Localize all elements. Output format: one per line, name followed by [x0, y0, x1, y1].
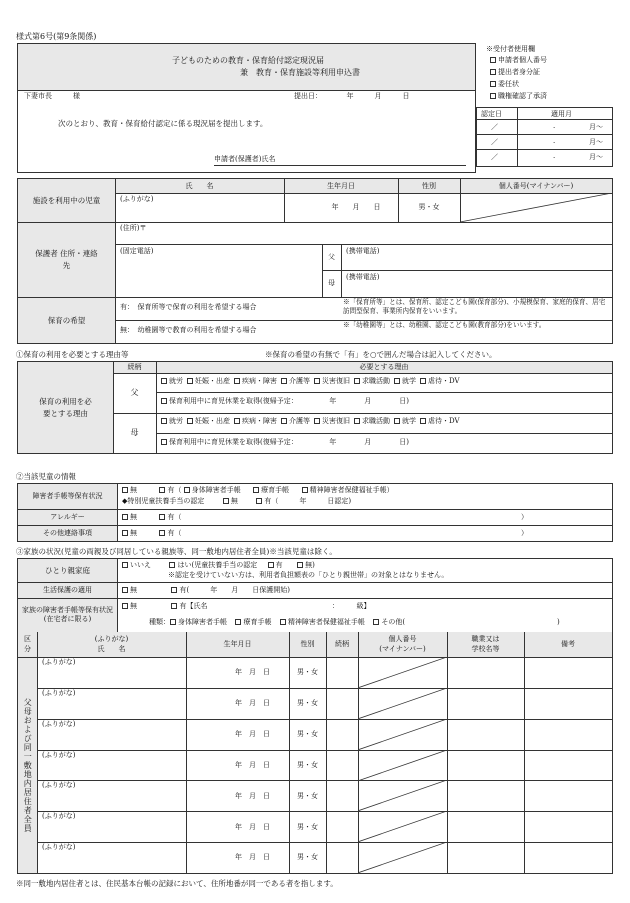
checkbox-icon[interactable] — [171, 587, 177, 593]
father-label: 父 — [130, 388, 139, 398]
special-allowance-row[interactable]: ◆特別児童扶養手当の認定 無 有（ 年 日認定) — [122, 497, 352, 505]
father-leave-option[interactable]: 保育利用中に育児休業を取得(復帰予定： 年 月 日) — [161, 397, 409, 405]
section1-label: 保育の利用を必要とする理由 — [39, 397, 92, 418]
approval-date-header: 認定日 — [481, 110, 502, 118]
family-mynumber-slash[interactable] — [358, 750, 447, 781]
family-job-field[interactable] — [447, 719, 524, 750]
form-number: 様式第6号(第9条関係) — [16, 32, 97, 41]
reason-option[interactable] — [187, 417, 230, 425]
guardian-landline-field[interactable]: (固定電話) — [120, 247, 154, 255]
mayor-address: 下妻市長 様 — [24, 92, 80, 100]
family-job-field[interactable] — [447, 688, 524, 719]
submit-date[interactable]: 提出日： 年 月 日 — [294, 92, 410, 100]
reason-label: 疾病・障害 — [242, 417, 277, 425]
reason-label: 妊娠・出産 — [195, 417, 230, 425]
section2-title: ②当該児童の情報 — [16, 472, 76, 481]
dot-mark: . — [553, 122, 556, 130]
checkbox-icon[interactable] — [122, 587, 128, 593]
family-birth-field[interactable]: 年 月 日 — [235, 822, 270, 831]
checkbox-icon[interactable] — [490, 69, 496, 75]
reason-label: 就労 — [169, 377, 183, 385]
sex-header: 性別 — [300, 640, 315, 649]
checkbox-icon[interactable] — [161, 418, 167, 424]
family-furigana-field[interactable]: (ふりがな) — [42, 719, 76, 728]
reason-option[interactable] — [234, 417, 277, 425]
reason-option[interactable] — [314, 417, 350, 425]
child-sex-field[interactable]: 男・女 — [418, 203, 440, 212]
checkbox-icon[interactable] — [161, 439, 167, 445]
reason-option[interactable] — [187, 377, 230, 385]
family-relation-field[interactable] — [326, 719, 358, 750]
reason-label: 疾病・障害 — [242, 377, 277, 385]
checkbox-icon[interactable] — [122, 514, 128, 520]
family-furigana-field[interactable]: (ふりがな) — [42, 750, 76, 759]
child-mynumber-header: 個人番号(マイナンバー) — [498, 181, 574, 190]
child-furigana-field[interactable]: (ふりがな) — [120, 195, 154, 203]
checkbox-icon[interactable] — [161, 378, 167, 384]
allergy-label: アレルギー — [50, 512, 85, 521]
single-parent-note: ※認定を受けていない方は、利用者負担額表の「ひとり親世帯」の対象とはなりません。 — [168, 571, 449, 579]
mynumber-header: 個人番号 (マイナンバー) — [379, 635, 426, 653]
checkbox-icon[interactable] — [420, 378, 426, 384]
family-relation-field[interactable] — [326, 780, 358, 811]
family-furigana-field[interactable]: (ふりがな) — [42, 812, 76, 821]
checkbox-icon[interactable] — [314, 418, 320, 424]
family-job-field[interactable] — [447, 750, 524, 781]
reason-label: 災害復旧 — [322, 377, 350, 385]
family-remarks-field[interactable] — [524, 842, 612, 873]
reason-option[interactable] — [354, 417, 390, 425]
reason-option[interactable] — [161, 417, 183, 425]
apply-month-header: 適用月 — [551, 110, 572, 118]
reason-label: 災害復旧 — [322, 417, 350, 425]
family-sex-field[interactable]: 男・女 — [297, 853, 318, 862]
month-label: 月～ — [589, 123, 603, 131]
footnote: ※同一敷地内居住者とは、住民基本台帳の記録において、住所地番が同一である者を指します。 — [16, 879, 338, 888]
checkbox-icon[interactable] — [373, 619, 379, 625]
reason-option[interactable] — [161, 377, 183, 385]
checkbox-icon[interactable] — [281, 418, 287, 424]
checkbox-icon[interactable] — [314, 378, 320, 384]
family-sex-field[interactable]: 男・女 — [297, 729, 318, 738]
family-birth-field[interactable]: 年 月 日 — [235, 729, 270, 738]
family-mynumber-slash[interactable] — [358, 811, 447, 842]
family-relation-field[interactable] — [326, 811, 358, 842]
child-sex-header: 性別 — [422, 181, 436, 190]
office-use-box — [476, 43, 613, 173]
family-birth-field[interactable]: 年 月 日 — [235, 699, 270, 708]
reason-option[interactable] — [420, 377, 460, 385]
allergy-options[interactable]: 無 有（ — [122, 513, 522, 521]
reason-option[interactable] — [314, 377, 350, 385]
reason-label: 介護等 — [289, 377, 310, 385]
checkbox-icon[interactable] — [223, 498, 229, 504]
family-sex-field[interactable]: 男・女 — [297, 760, 318, 769]
family-sex-field[interactable]: 男・女 — [297, 699, 318, 708]
family-job-field[interactable] — [447, 657, 524, 688]
family-disability-types[interactable]: 種類： 身体障害者手帳 療育手帳 精神障害者保健福祉手帳 その他( — [149, 618, 406, 626]
checkbox-icon[interactable] — [184, 487, 190, 493]
family-disability-close-paren: ) — [557, 618, 560, 626]
mother-reasons[interactable] — [161, 417, 464, 425]
dot-mark: . — [553, 137, 556, 145]
birth-header: 生年月日 — [223, 640, 252, 649]
family-relation-field[interactable] — [326, 657, 358, 688]
checkbox-icon[interactable] — [490, 57, 496, 63]
relation-header: 続柄 — [335, 640, 349, 649]
mynumber-slash[interactable] — [460, 193, 612, 222]
approval-table — [476, 107, 613, 167]
single-parent-options[interactable]: いいえ はい(児童扶養手当の認定 有 無) — [122, 561, 315, 569]
slash-mark: ／ — [491, 153, 498, 161]
checkbox-icon[interactable] — [187, 418, 193, 424]
office-item-4[interactable]: 職権確認了承済 — [490, 92, 547, 100]
family-remarks-field[interactable] — [524, 719, 612, 750]
family-remarks-field[interactable] — [524, 811, 612, 842]
reason-label: 就学 — [402, 417, 416, 425]
intro-text: 次のとおり、教育・保育給付認定に係る現況届を提出します。 — [58, 119, 268, 128]
month-label: 月～ — [589, 153, 603, 161]
family-sex-field[interactable]: 男・女 — [297, 668, 318, 677]
checkbox-icon[interactable] — [122, 487, 128, 493]
preference-yes-note: ※「保育所等」とは、保育所、認定こども園(保育部分)、小規模保育、家庭的保育、居宅訪問型保育、事業所内保育をいいます。 — [343, 298, 606, 315]
checkbox-icon[interactable] — [234, 378, 240, 384]
checkbox-icon[interactable] — [280, 619, 286, 625]
checkbox-icon[interactable] — [490, 93, 496, 99]
family-remarks-field[interactable] — [524, 780, 612, 811]
other-options[interactable]: 無 有（ — [122, 529, 522, 537]
checkbox-icon[interactable] — [122, 603, 128, 609]
checkbox-icon[interactable] — [281, 378, 287, 384]
reason-option[interactable] — [394, 377, 416, 385]
mother-leave-option[interactable]: 保育利用中に育児休業を取得(復帰予定： 年 月 日) — [161, 438, 409, 446]
checkbox-icon[interactable] — [253, 487, 259, 493]
preference-no-option[interactable]: 無： 幼稚園等で教育の利用を希望する場合 — [120, 326, 257, 334]
remarks-header: 備考 — [561, 640, 575, 649]
office-item-3[interactable]: 委任状 — [490, 80, 519, 88]
family-birth-field[interactable]: 年 月 日 — [235, 853, 270, 862]
family-side-label: 父母および同一敷地内居住者全員 — [23, 697, 33, 833]
family-remarks-field[interactable] — [524, 688, 612, 719]
section1-title: ①保育の利用を必要とする理由等 — [16, 350, 129, 359]
family-relation-field[interactable] — [326, 842, 358, 873]
family-mynumber-slash[interactable] — [358, 688, 447, 719]
other-label: その他連絡事項 — [43, 528, 92, 537]
checkbox-icon[interactable] — [235, 619, 241, 625]
name-header: (ふりがな) 氏 名 — [94, 635, 129, 653]
family-disability-options[interactable]: 無 有【氏名 — [122, 602, 207, 610]
family-mynumber-slash[interactable] — [358, 842, 447, 873]
mother-mobile-field[interactable]: (携帯電話) — [346, 273, 380, 281]
office-item-2[interactable]: 提出者身分証 — [490, 68, 540, 76]
job-header: 職業又は 学校名等 — [471, 635, 500, 653]
checkbox-icon[interactable] — [171, 603, 177, 609]
family-disability-label: 家族の障害者手帳等保有状況(在宅者に限る) — [22, 605, 113, 623]
section3-title: ③家族の状況(児童の両親及び同居している親族等、同一敷地内居住者全員)※当該児童は除く。 — [16, 547, 337, 556]
family-mynumber-slash[interactable] — [358, 719, 447, 750]
reason-label: 妊娠・出産 — [195, 377, 230, 385]
welfare-label: 生活保護の適用 — [43, 585, 92, 594]
family-birth-field[interactable]: 年 月 日 — [235, 668, 270, 677]
checkbox-icon[interactable] — [256, 498, 262, 504]
checkbox-icon[interactable] — [159, 530, 165, 536]
family-relation-field[interactable] — [326, 688, 358, 719]
checkbox-icon[interactable] — [170, 619, 176, 625]
reason-option[interactable] — [281, 377, 310, 385]
child-birth-header: 生年月日 — [327, 181, 355, 190]
child-birth-field[interactable]: 年 月 日 — [331, 203, 381, 212]
title-line1: 子どものための教育・保育給付認定現況届 — [172, 56, 324, 65]
family-disability-grade[interactable]: ： 級】 — [332, 602, 371, 610]
office-use-title: ※受付者使用欄 — [486, 45, 535, 53]
welfare-options[interactable]: 無 有( 年 月 日保護開始) — [122, 586, 290, 594]
reason-label: 介護等 — [289, 417, 310, 425]
reason-option[interactable] — [394, 417, 416, 425]
mother-label: 母 — [328, 279, 335, 288]
title-line2: 兼 教育・保育施設等利用申込書 — [240, 68, 360, 77]
main-table — [17, 178, 613, 344]
checkbox-icon[interactable] — [159, 487, 165, 493]
checkbox-icon[interactable] — [159, 514, 165, 520]
reason-option[interactable] — [281, 417, 310, 425]
title-band — [18, 44, 475, 90]
checkbox-icon[interactable] — [394, 418, 400, 424]
reason-option[interactable] — [234, 377, 277, 385]
family-furigana-field[interactable]: (ふりがな) — [42, 781, 76, 790]
month-label: 月～ — [589, 138, 603, 146]
family-birth-field[interactable]: 年 月 日 — [235, 760, 270, 769]
family-remarks-field[interactable] — [524, 750, 612, 781]
checkbox-icon[interactable] — [161, 398, 167, 404]
family-sex-field[interactable]: 男・女 — [297, 791, 318, 800]
reason-label: 就学 — [402, 377, 416, 385]
family-birth-field[interactable]: 年 月 日 — [235, 791, 270, 800]
section3-table — [17, 558, 613, 874]
family-remarks-field[interactable] — [524, 657, 612, 688]
applicant-name-line[interactable] — [214, 165, 466, 166]
checkbox-icon[interactable] — [354, 378, 360, 384]
reason-label: 虐待・DV — [428, 377, 460, 385]
slash-mark: ／ — [491, 123, 498, 131]
father-reasons[interactable] — [161, 377, 464, 385]
mother-label: 母 — [130, 428, 139, 438]
reason-label: 虐待・DV — [428, 417, 460, 425]
allergy-close-paren: ） — [521, 513, 528, 521]
disability-options[interactable]: 無 有（ 身体障害者手帳 療育手帳 精神障害者保健福祉手帳） — [122, 486, 394, 494]
checkbox-icon[interactable] — [234, 418, 240, 424]
guardian-address-field[interactable]: (住所)〒 — [120, 224, 147, 232]
father-label: 父 — [328, 252, 335, 261]
family-job-field[interactable] — [447, 811, 524, 842]
father-mobile-field[interactable]: (携帯電話) — [346, 247, 380, 255]
relation-header: 続柄 — [127, 363, 142, 372]
family-furigana-field[interactable]: (ふりがな) — [42, 658, 76, 666]
guardian-label: 保護者 住所・連絡先 — [35, 249, 98, 270]
checkbox-icon[interactable] — [122, 530, 128, 536]
section2-table — [17, 483, 613, 542]
family-sex-field[interactable]: 男・女 — [297, 822, 318, 831]
child-name-header: 氏 名 — [185, 181, 214, 190]
other-close-paren: ） — [521, 529, 528, 537]
preference-label: 保育の希望 — [47, 315, 86, 325]
reason-header: 必要とする理由 — [359, 363, 409, 372]
reason-label: 就労 — [169, 417, 183, 425]
reason-label: 求職活動 — [362, 417, 390, 425]
family-job-field[interactable] — [447, 842, 524, 873]
family-relation-field[interactable] — [326, 750, 358, 781]
preference-yes-option[interactable]: 有： 保育所等で保育の利用を希望する場合 — [120, 303, 257, 311]
family-mynumber-slash[interactable] — [358, 780, 447, 811]
checkbox-icon[interactable] — [122, 562, 128, 568]
header-block — [17, 43, 476, 173]
checkbox-icon[interactable] — [187, 378, 193, 384]
kubun-header: 区分 — [24, 635, 31, 653]
preference-no-note: ※「幼稚園等」とは、幼稚園、認定こども園(教育部分)をいいます。 — [343, 321, 546, 329]
section1-table — [17, 361, 613, 454]
child-label: 施設を利用中の児童 — [32, 195, 101, 205]
family-furigana-field[interactable]: (ふりがな) — [42, 688, 76, 697]
checkbox-icon[interactable] — [490, 81, 496, 87]
reason-option[interactable] — [354, 377, 390, 385]
checkbox-icon[interactable] — [169, 562, 175, 568]
disability-label: 障害者手帳等保有状況 — [32, 491, 103, 500]
slash-mark: ／ — [491, 138, 498, 146]
reason-label: 求職活動 — [362, 377, 390, 385]
single-parent-label: ひとり親家庭 — [45, 566, 90, 575]
checkbox-icon[interactable] — [354, 418, 360, 424]
checkbox-icon[interactable] — [394, 378, 400, 384]
reason-option[interactable] — [420, 417, 460, 425]
checkbox-icon[interactable] — [302, 487, 308, 493]
family-mynumber-slash[interactable] — [358, 657, 447, 688]
section1-note: ※保育の希望の有無で「有」を○で囲んだ場合は記入してください。 — [265, 350, 497, 359]
checkbox-icon[interactable] — [297, 562, 303, 568]
checkbox-icon[interactable] — [268, 562, 274, 568]
checkbox-icon[interactable] — [420, 418, 426, 424]
family-furigana-field[interactable]: (ふりがな) — [42, 843, 76, 852]
dot-mark: . — [553, 152, 556, 160]
family-job-field[interactable] — [447, 780, 524, 811]
applicant-label: 申請者(保護者)氏名 — [214, 155, 276, 163]
office-item-1[interactable]: 申請者個人番号 — [490, 56, 547, 64]
